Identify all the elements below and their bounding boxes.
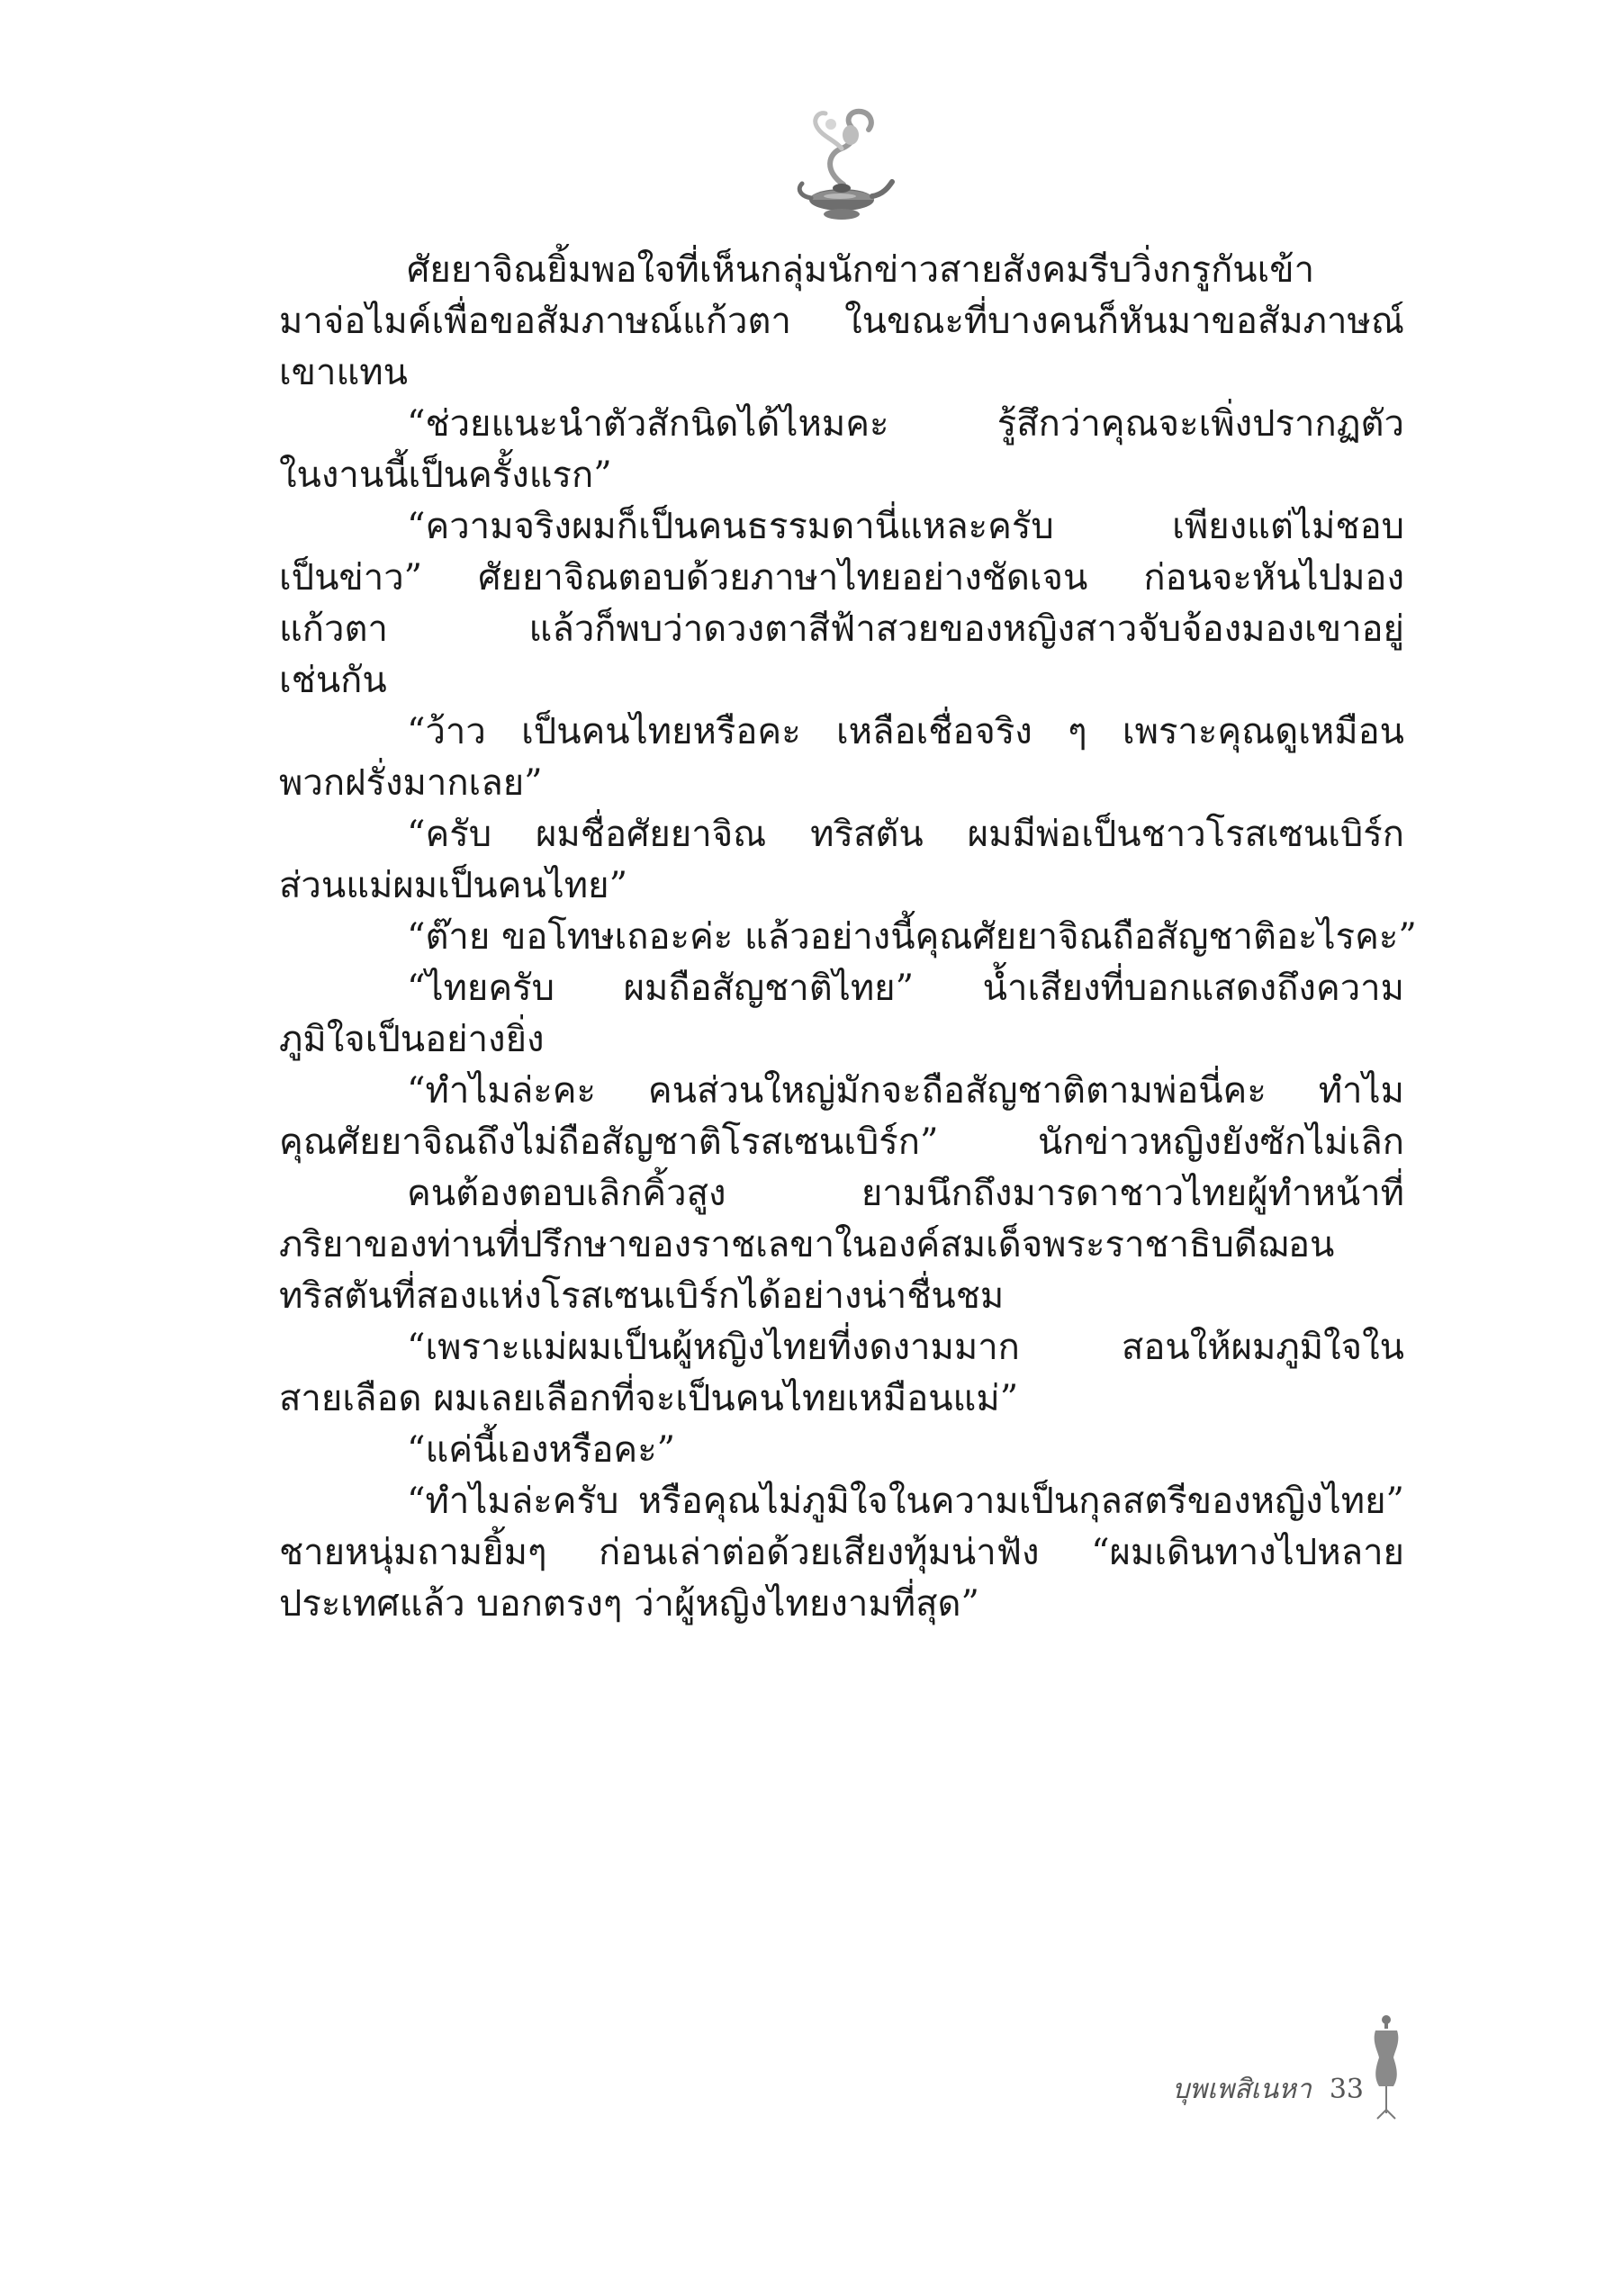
text-line: ประเทศแล้ว บอกตรงๆ ว่าผู้หญิงไทยงามที่สุด” xyxy=(279,1583,979,1625)
text-line: ในงานนี้เป็นครั้งแรก” xyxy=(279,455,612,496)
text-line: สายเลือด ผมเลยเลือกที่จะเป็นคนไทยเหมือนแม่” xyxy=(279,1378,1019,1419)
text-line: เขาแทน xyxy=(279,352,408,393)
text-line: ภูมิใจเป็นอย่างยิ่ง xyxy=(279,1019,545,1060)
magic-lamp-icon xyxy=(788,99,896,234)
text-line: “ทำไมล่ะคะ คนส่วนใหญ่มักจะถือสัญชาติตามพ่อนี่คะ ทำไม xyxy=(407,1070,1404,1112)
text-line: “ไทยครับ ผมถือสัญชาติไทย” น้ำเสียงที่บอกแสดงถึงความ xyxy=(407,968,1404,1009)
text-line: “เพราะแม่ผมเป็นผู้หญิงไทยที่งดงามมาก สอนให้ผมภูมิใจใน xyxy=(407,1327,1404,1368)
text-line: คุณศัยยาจิณถึงไม่ถือสัญชาติโรสเซนเบิร์ก” นักข่าวหญิงยังซักไม่เลิก xyxy=(279,1121,1404,1163)
text-line: “ความจริงผมก็เป็นคนธรรมดานี่แหละครับ เพียงแต่ไม่ชอบ xyxy=(407,506,1404,547)
body-text xyxy=(279,245,1417,1630)
text-line: “ครับ ผมชื่อศัยยาจิณ ทริสตัน ผมมีพ่อเป็นชาวโรสเซนเบิร์ก xyxy=(407,814,1404,855)
dress-form-icon xyxy=(1368,2014,1404,2122)
text-line: มาจ่อไมค์เพื่อขอสัมภาษณ์แก้วตา ในขณะที่บางคนก็หันมาขอสัมภาษณ์ xyxy=(279,301,1404,342)
text-line: “ว้าว เป็นคนไทยหรือคะ เหลือเชื่อจริง ๆ เพราะคุณดูเหมือน xyxy=(407,711,1404,752)
text-line: ทริสตันที่สองแห่งโรสเซนเบิร์กได้อย่างน่าชื่นชม xyxy=(279,1275,1005,1317)
page-number: 33 xyxy=(1329,2074,1364,2105)
text-line: คนต้องตอบเลิกคิ้วสูง ยามนึกถึงมารดาชาวไทยผู้ทำหน้าที่ xyxy=(407,1173,1404,1214)
text-line: “ช่วยแนะนำตัวสักนิดได้ไหมคะ รู้สึกว่าคุณจะเพิ่งปรากฏตัว xyxy=(407,403,1404,445)
text-line: ภริยาของท่านที่ปรึกษาของราชเลขาในองค์สมเด็จพระราชาธิบดีฌอน xyxy=(279,1224,1335,1265)
text-line: เป็นข่าว” ศัยยาจิณตอบด้วยภาษาไทยอย่างชัดเจน ก่อนจะหันไปมอง xyxy=(279,557,1404,599)
text-line: ชายหนุ่มถามยิ้มๆ ก่อนเล่าต่อด้วยเสียงทุ้มน่าฟัง “ผมเดินทางไปหลาย xyxy=(279,1532,1404,1573)
text-line: “แค่นี้เองหรือคะ” xyxy=(407,1429,676,1471)
text-line: “ต๊าย ขอโทษเถอะค่ะ แล้วอย่างนี้คุณศัยยาจิณถือสัญชาติอะไรคะ” xyxy=(407,916,1417,958)
page-footer xyxy=(1130,2068,1364,2111)
text-line: เช่นกัน xyxy=(279,660,387,701)
book-title: บุพเพสิเนหา xyxy=(1172,2074,1312,2105)
text-line: พวกฝรั่งมากเลย” xyxy=(279,762,543,804)
text-line: ส่วนแม่ผมเป็นคนไทย” xyxy=(279,865,628,906)
text-line: แก้วตา แล้วก็พบว่าดวงตาสีฟ้าสวยของหญิงสาวจับจ้องมองเขาอยู่ xyxy=(279,608,1404,650)
text-line: ศัยยาจิณยิ้มพอใจที่เห็นกลุ่มนักข่าวสายสังคมรีบวิ่งกรูกันเข้า xyxy=(407,249,1315,291)
text-line: “ทำไมล่ะครับ หรือคุณไม่ภูมิใจในความเป็นกุลสตรีของหญิงไทย” xyxy=(407,1481,1404,1522)
